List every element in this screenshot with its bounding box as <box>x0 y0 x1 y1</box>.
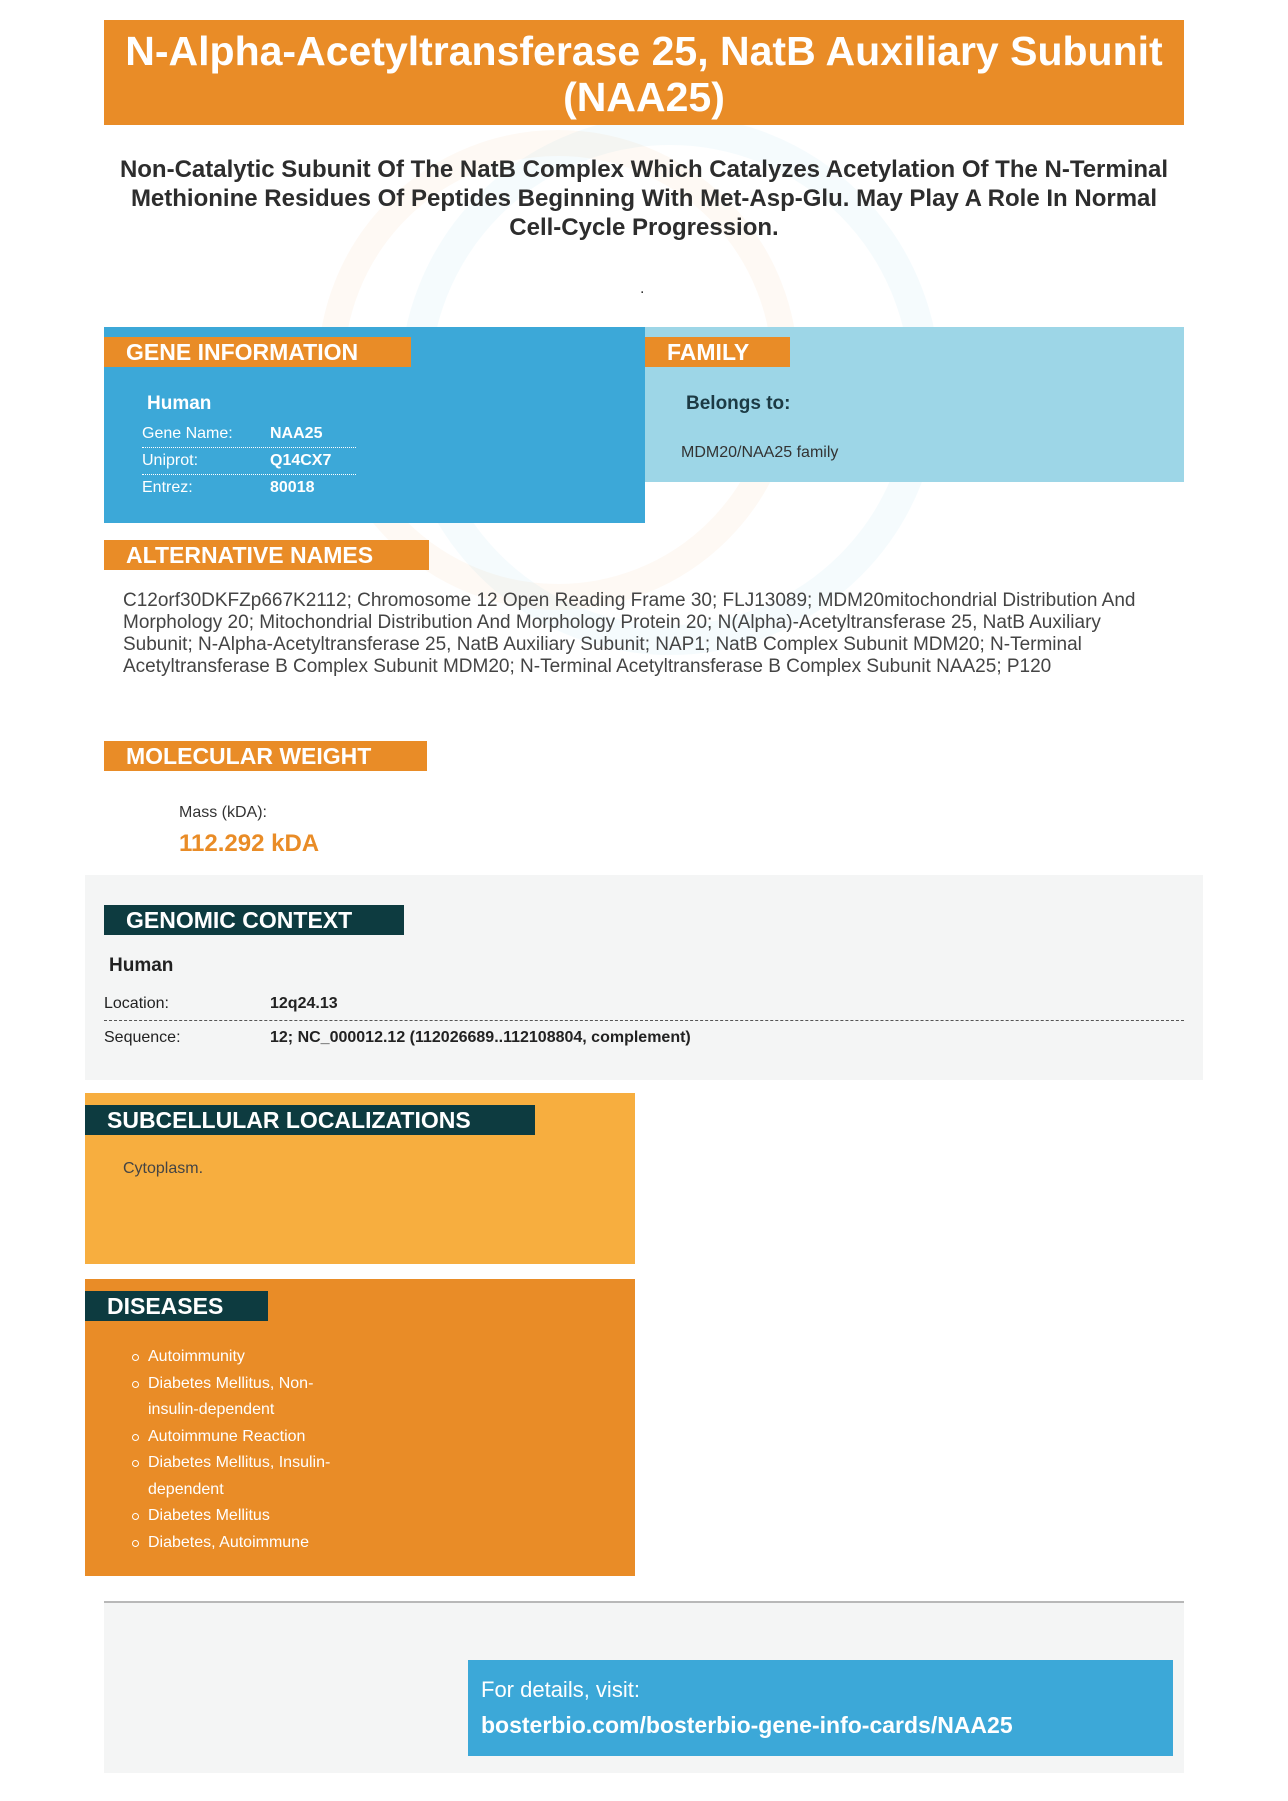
details-intro: For details, visit: <box>481 1677 640 1702</box>
gene-information-heading: GENE INFORMATION <box>104 337 411 367</box>
page-title: N-Alpha-Acetyltransferase 25, NatB Auxiliary Subunit (NAA25) <box>104 20 1184 125</box>
gene-species: Human <box>147 393 212 414</box>
sequence-label: Sequence: <box>104 1029 181 1046</box>
disease-item: Diabetes Mellitus, Non-insulin-dependent <box>148 1371 348 1424</box>
location-label: Location: <box>104 995 169 1012</box>
sequence-row <box>104 1021 1184 1055</box>
subcellular-localizations-panel <box>85 1093 635 1264</box>
subcellular-localizations-text: Cytoplasm. <box>123 1160 204 1177</box>
molecular-weight-heading: MOLECULAR WEIGHT <box>104 741 427 771</box>
uniprot-value: Q14CX7 <box>270 452 332 469</box>
genomic-context-heading: GENOMIC CONTEXT <box>104 905 404 935</box>
subcellular-localizations-heading: SUBCELLULAR LOCALIZATIONS <box>85 1105 535 1135</box>
genomic-species: Human <box>109 955 174 976</box>
family-panel <box>645 327 1184 482</box>
genomic-context-panel <box>85 875 1203 1080</box>
separator-dot: . <box>640 280 645 297</box>
mass-label: Mass (kDA): <box>179 804 267 821</box>
alternative-names-text: C12orf30DKFZp667K2112; Chromosome 12 Open Reading Frame 30; FLJ13089; MDM20mitochondrial Distribution And Morphology 20; Mitochondrial Distribution And Morphology Protein 20; N(Alpha)-Acetyltransferase 25, NatB Auxiliary Subunit; N-Alpha-Acetyltransferase 25, NatB Auxiliary Subunit; NAP1; NatB Complex Subunit MDM20; N-Terminal Acetyltransferase B Complex Subunit MDM20; N-Terminal Acetyltransferase B Complex Subunit NAA25; P120 <box>123 590 1136 677</box>
location-value: 12q24.13 <box>270 995 338 1012</box>
disease-item: Autoimmunity <box>148 1344 348 1371</box>
sequence-value: 12; NC_000012.12 (112026689..112108804, complement) <box>270 1029 691 1046</box>
diseases-heading: DISEASES <box>85 1291 268 1321</box>
location-row <box>104 987 1184 1021</box>
disease-list <box>148 1344 348 1556</box>
belongs-to-label: Belongs to: <box>686 393 791 414</box>
mass-value: 112.292 kDA <box>179 830 320 857</box>
disease-item: Diabetes, Autoimmune <box>148 1530 348 1557</box>
disease-item: Autoimmune Reaction <box>148 1424 348 1451</box>
gene-name-row <box>142 421 356 448</box>
disease-item: Diabetes Mellitus, Insulin-dependent <box>148 1450 348 1503</box>
family-value: MDM20/NAA25 family <box>681 444 839 461</box>
gene-information-panel <box>104 327 645 523</box>
gene-name-value: NAA25 <box>270 425 323 442</box>
entrez-row <box>142 475 356 502</box>
diseases-panel <box>85 1279 635 1576</box>
uniprot-row <box>142 448 356 475</box>
disease-item: Diabetes Mellitus <box>148 1503 348 1530</box>
protein-summary: Non-Catalytic Subunit Of The NatB Complex Which Catalyzes Acetylation Of The N-Terminal Methionine Residues Of Peptides Beginning With Met-Asp-Glu. May Play A Role In Normal Cell-Cycle Progression. <box>119 156 1169 241</box>
alternative-names-heading: ALTERNATIVE NAMES <box>104 540 429 570</box>
entrez-label: Entrez: <box>142 479 193 496</box>
family-heading: FAMILY <box>645 337 790 367</box>
entrez-value: 80018 <box>270 479 315 496</box>
gene-name-label: Gene Name: <box>142 425 233 442</box>
details-link[interactable]: bosterbio.com/bosterbio-gene-info-cards/NAA25 <box>481 1712 1013 1738</box>
details-callout <box>468 1660 1173 1756</box>
uniprot-label: Uniprot: <box>142 452 199 469</box>
